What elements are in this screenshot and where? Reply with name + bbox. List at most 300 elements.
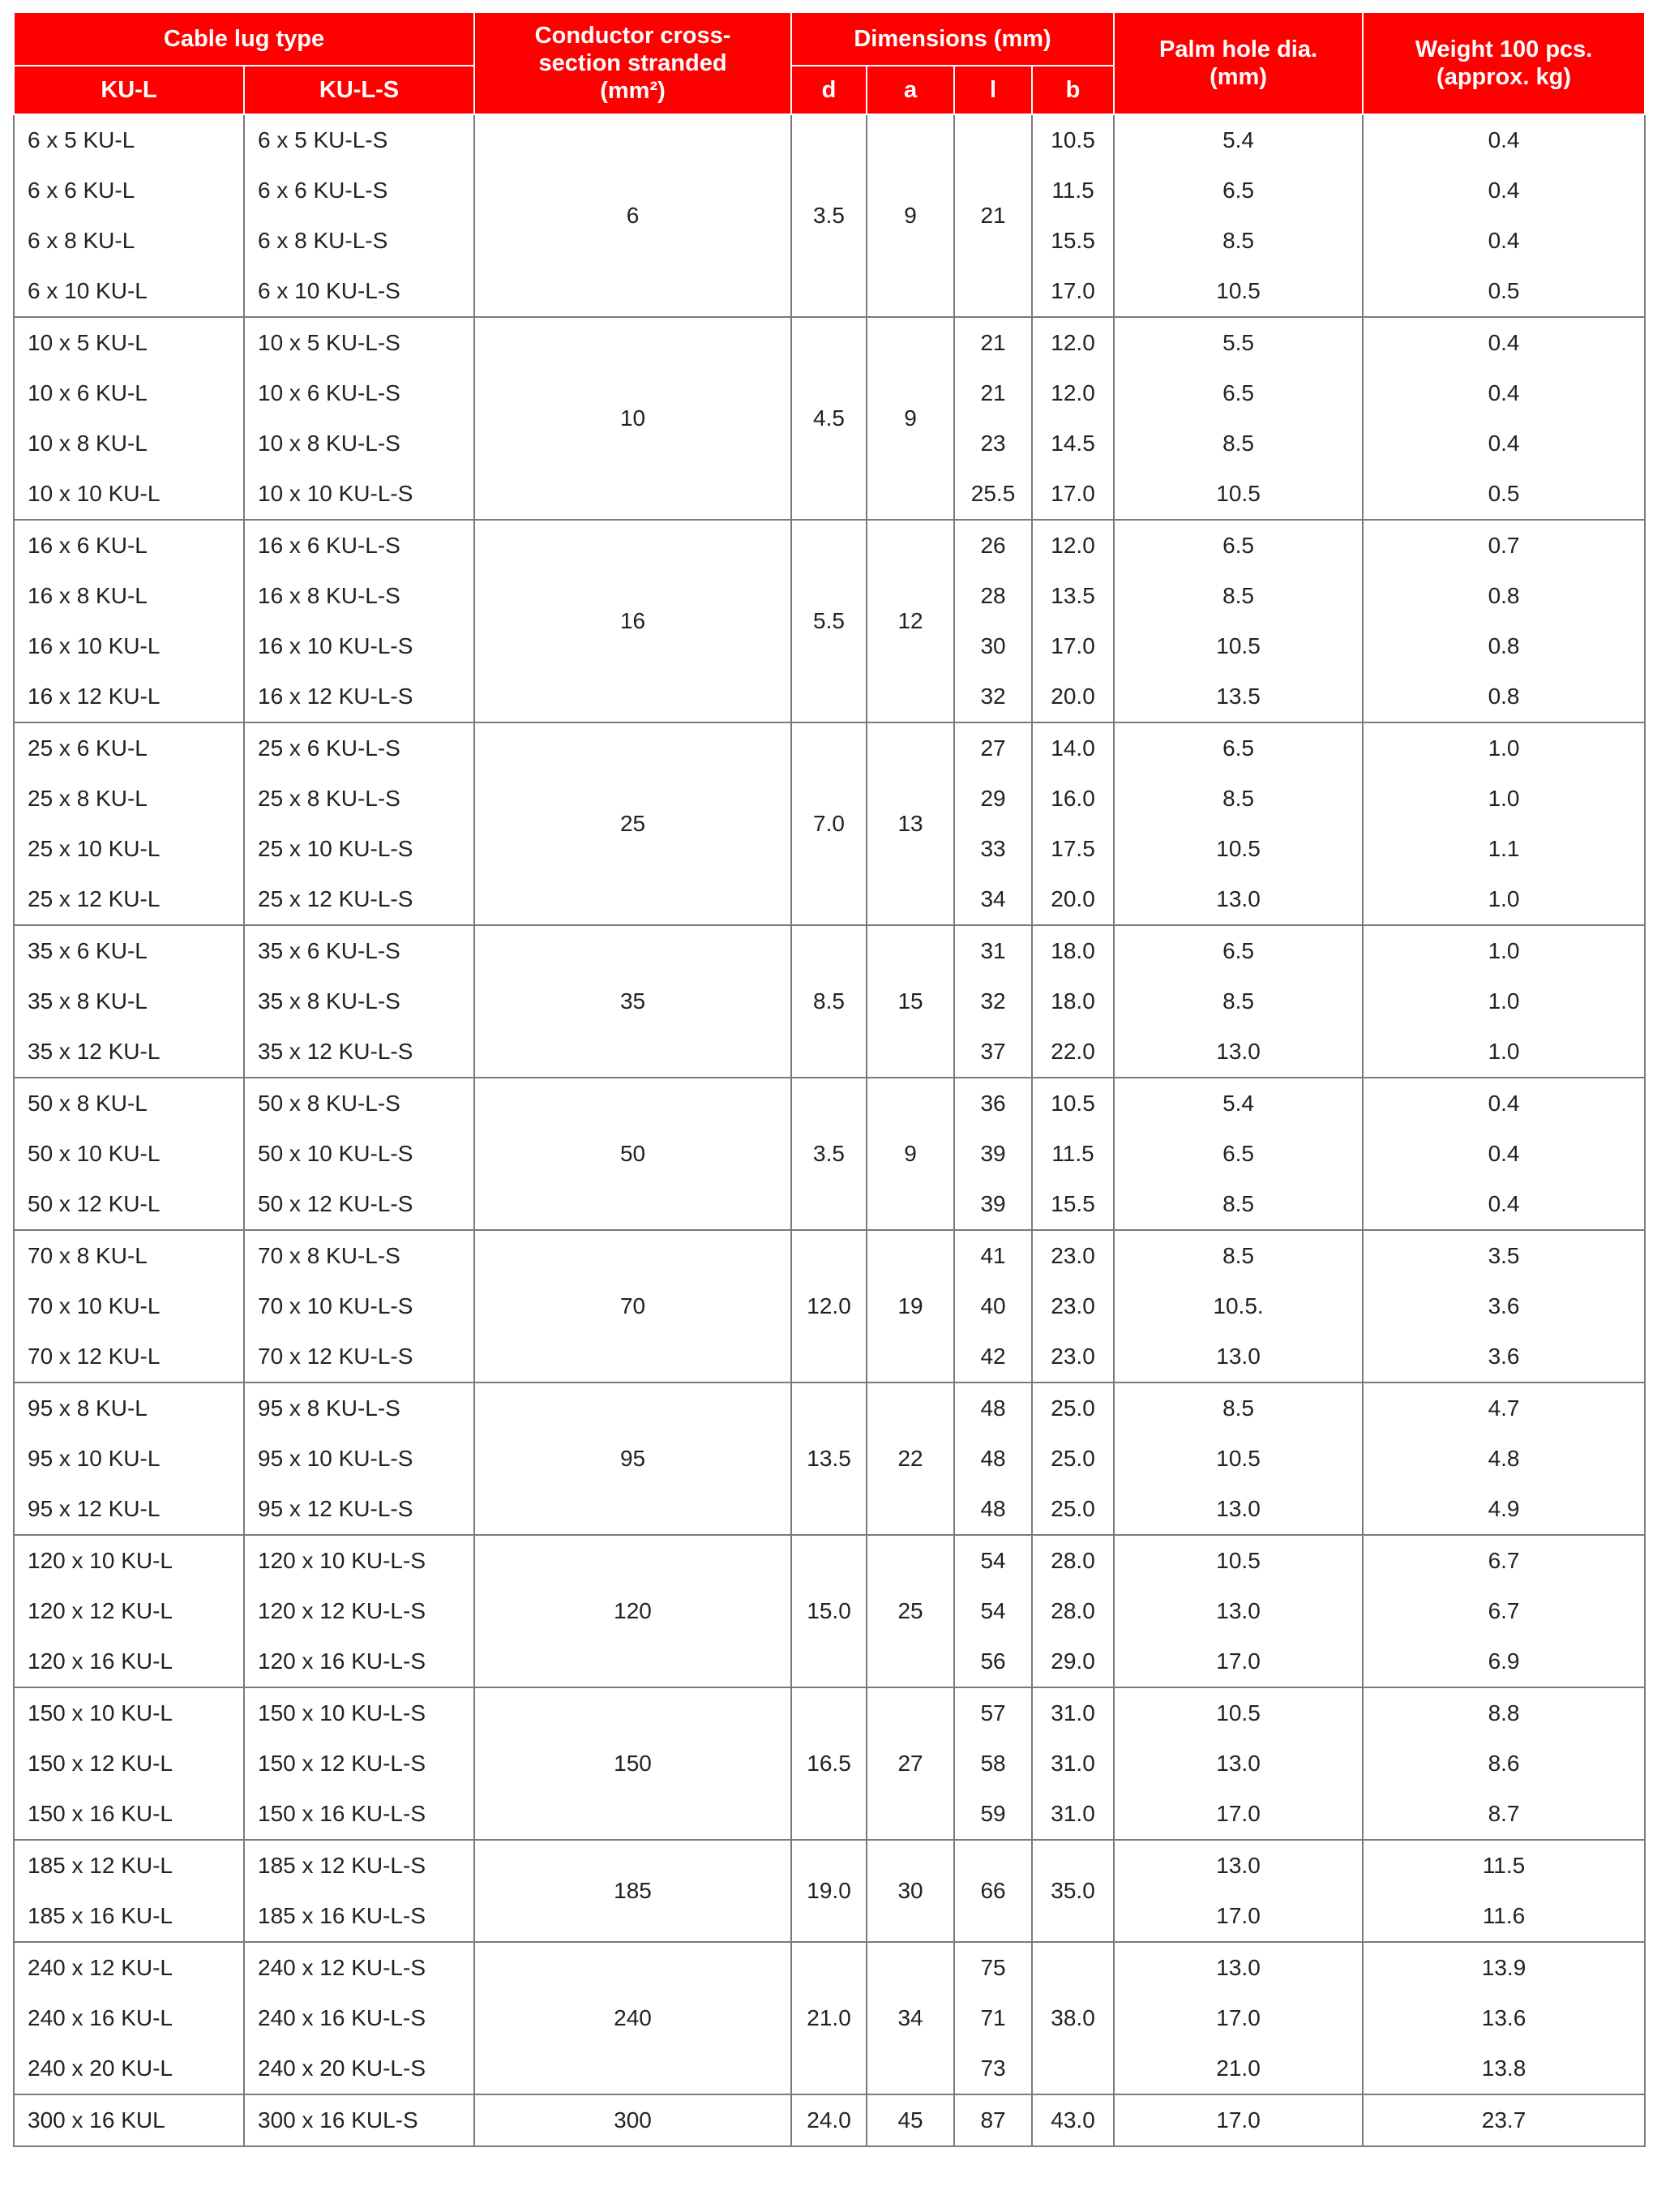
ku-l-type: 10 x 6 KU-L	[14, 368, 244, 418]
dimension-l: 33	[954, 824, 1032, 874]
dimension-b: 29.0	[1032, 1636, 1114, 1687]
dimension-l: 41	[954, 1230, 1032, 1281]
weight-100-pcs: 0.8	[1363, 621, 1645, 671]
palm-hole-dia: 13.0	[1114, 1484, 1363, 1535]
table-row	[14, 1687, 1645, 1738]
dimension-b: 14.5	[1032, 418, 1114, 469]
ku-l-type: 240 x 12 KU-L	[14, 1942, 244, 1993]
dimension-l: 40	[954, 1281, 1032, 1331]
ku-l-s-type: 16 x 12 KU-L-S	[244, 671, 474, 722]
dimension-l: 28	[954, 571, 1032, 621]
table-row	[14, 1535, 1645, 1586]
dimension-b: 25.0	[1032, 1434, 1114, 1484]
weight-100-pcs: 11.6	[1363, 1891, 1645, 1942]
ku-l-type: 120 x 16 KU-L	[14, 1636, 244, 1687]
ku-l-s-type: 150 x 10 KU-L-S	[244, 1687, 474, 1738]
weight-100-pcs: 0.4	[1363, 1179, 1645, 1230]
ku-l-s-type: 240 x 12 KU-L-S	[244, 1942, 474, 1993]
ku-l-s-type: 50 x 10 KU-L-S	[244, 1129, 474, 1179]
dimension-b: 15.5	[1032, 1179, 1114, 1230]
palm-hole-dia: 8.5	[1114, 774, 1363, 824]
dimension-l: 87	[954, 2094, 1032, 2146]
header-a: a	[867, 66, 954, 114]
dimension-b: 12.0	[1032, 368, 1114, 418]
ku-l-s-type: 16 x 6 KU-L-S	[244, 520, 474, 571]
palm-hole-dia: 10.5	[1114, 1535, 1363, 1586]
ku-l-s-type: 240 x 20 KU-L-S	[244, 2043, 474, 2094]
dimension-a: 9	[867, 1078, 954, 1230]
header-cable-lug-type: Cable lug type	[14, 12, 474, 66]
ku-l-s-type: 25 x 10 KU-L-S	[244, 824, 474, 874]
conductor-cross-section: 50	[474, 1078, 791, 1230]
dimension-b: 17.5	[1032, 824, 1114, 874]
table-row	[14, 925, 1645, 976]
dimension-d: 8.5	[791, 925, 867, 1078]
dimension-l: 59	[954, 1789, 1032, 1840]
palm-hole-dia: 10.5.	[1114, 1281, 1363, 1331]
dimension-l: 57	[954, 1687, 1032, 1738]
dimension-l: 26	[954, 520, 1032, 571]
table-row	[14, 317, 1645, 368]
weight-100-pcs: 1.0	[1363, 774, 1645, 824]
weight-100-pcs: 0.4	[1363, 114, 1645, 165]
ku-l-type: 25 x 6 KU-L	[14, 722, 244, 774]
ku-l-s-type: 10 x 8 KU-L-S	[244, 418, 474, 469]
palm-hole-dia: 13.0	[1114, 1586, 1363, 1636]
ku-l-s-type: 10 x 5 KU-L-S	[244, 317, 474, 368]
palm-hole-dia: 6.5	[1114, 925, 1363, 976]
ku-l-type: 70 x 8 KU-L	[14, 1230, 244, 1281]
weight-100-pcs: 0.7	[1363, 520, 1645, 571]
ku-l-s-type: 35 x 12 KU-L-S	[244, 1027, 474, 1078]
header-ku-l-s: KU-L-S	[244, 66, 474, 114]
ku-l-type: 120 x 10 KU-L	[14, 1535, 244, 1586]
weight-100-pcs: 3.6	[1363, 1281, 1645, 1331]
dimension-b: 10.5	[1032, 114, 1114, 165]
dimension-b: 18.0	[1032, 976, 1114, 1027]
dimension-l: 54	[954, 1535, 1032, 1586]
ku-l-type: 25 x 10 KU-L	[14, 824, 244, 874]
dimension-l: 32	[954, 976, 1032, 1027]
palm-hole-dia: 8.5	[1114, 1382, 1363, 1434]
ku-l-s-type: 50 x 8 KU-L-S	[244, 1078, 474, 1129]
ku-l-type: 300 x 16 KUL	[14, 2094, 244, 2146]
dimension-b: 23.0	[1032, 1331, 1114, 1382]
header-b: b	[1032, 66, 1114, 114]
ku-l-type: 240 x 16 KU-L	[14, 1993, 244, 2043]
ku-l-type: 6 x 10 KU-L	[14, 266, 244, 317]
ku-l-s-type: 150 x 16 KU-L-S	[244, 1789, 474, 1840]
dimension-l: 21	[954, 368, 1032, 418]
dimension-b: 23.0	[1032, 1281, 1114, 1331]
dimension-l: 66	[954, 1840, 1032, 1942]
ku-l-s-type: 6 x 5 KU-L-S	[244, 114, 474, 165]
ku-l-s-type: 70 x 12 KU-L-S	[244, 1331, 474, 1382]
table-row	[14, 1230, 1645, 1281]
weight-100-pcs: 0.4	[1363, 165, 1645, 216]
palm-hole-dia: 10.5	[1114, 469, 1363, 520]
conductor-cross-section: 240	[474, 1942, 791, 2094]
table-row	[14, 520, 1645, 571]
dimension-d: 5.5	[791, 520, 867, 722]
palm-hole-dia: 8.5	[1114, 571, 1363, 621]
conductor-cross-section: 6	[474, 114, 791, 317]
dimension-a: 19	[867, 1230, 954, 1382]
ku-l-s-type: 35 x 6 KU-L-S	[244, 925, 474, 976]
dimension-b: 20.0	[1032, 671, 1114, 722]
table-row	[14, 722, 1645, 774]
weight-100-pcs: 4.9	[1363, 1484, 1645, 1535]
dimension-b: 12.0	[1032, 520, 1114, 571]
dimension-b: 13.5	[1032, 571, 1114, 621]
dimension-b: 25.0	[1032, 1484, 1114, 1535]
header-weight-text: Weight 100 pcs. (approx. kg)	[1415, 36, 1593, 90]
ku-l-type: 35 x 6 KU-L	[14, 925, 244, 976]
table-row	[14, 1840, 1645, 1891]
weight-100-pcs: 0.8	[1363, 571, 1645, 621]
ku-l-s-type: 10 x 6 KU-L-S	[244, 368, 474, 418]
ku-l-type: 150 x 12 KU-L	[14, 1738, 244, 1789]
ku-l-s-type: 6 x 8 KU-L-S	[244, 216, 474, 266]
weight-100-pcs: 23.7	[1363, 2094, 1645, 2146]
ku-l-s-type: 16 x 10 KU-L-S	[244, 621, 474, 671]
ku-l-type: 16 x 12 KU-L	[14, 671, 244, 722]
weight-100-pcs: 8.6	[1363, 1738, 1645, 1789]
table-row	[14, 1078, 1645, 1129]
conductor-cross-section: 150	[474, 1687, 791, 1840]
weight-100-pcs: 0.8	[1363, 671, 1645, 722]
palm-hole-dia: 6.5	[1114, 1129, 1363, 1179]
weight-100-pcs: 0.4	[1363, 1129, 1645, 1179]
ku-l-s-type: 50 x 12 KU-L-S	[244, 1179, 474, 1230]
dimension-l: 48	[954, 1484, 1032, 1535]
ku-l-type: 240 x 20 KU-L	[14, 2043, 244, 2094]
dimension-b: 43.0	[1032, 2094, 1114, 2146]
dimension-a: 9	[867, 317, 954, 520]
ku-l-s-type: 150 x 12 KU-L-S	[244, 1738, 474, 1789]
dimension-a: 27	[867, 1687, 954, 1840]
dimension-l: 34	[954, 874, 1032, 925]
dimension-a: 13	[867, 722, 954, 925]
palm-hole-dia: 6.5	[1114, 165, 1363, 216]
palm-hole-dia: 8.5	[1114, 976, 1363, 1027]
dimension-b: 17.0	[1032, 266, 1114, 317]
weight-100-pcs: 0.4	[1363, 1078, 1645, 1129]
weight-100-pcs: 1.0	[1363, 722, 1645, 774]
dimension-b: 18.0	[1032, 925, 1114, 976]
dimension-l: 48	[954, 1382, 1032, 1434]
palm-hole-dia: 10.5	[1114, 621, 1363, 671]
weight-100-pcs: 0.4	[1363, 368, 1645, 418]
palm-hole-dia: 13.0	[1114, 1942, 1363, 1993]
header-ku-l: KU-L	[14, 66, 244, 114]
dimension-a: 9	[867, 114, 954, 317]
dimension-a: 25	[867, 1535, 954, 1687]
weight-100-pcs: 0.4	[1363, 418, 1645, 469]
weight-100-pcs: 8.7	[1363, 1789, 1645, 1840]
ku-l-type: 35 x 8 KU-L	[14, 976, 244, 1027]
ku-l-s-type: 25 x 12 KU-L-S	[244, 874, 474, 925]
dimension-l: 48	[954, 1434, 1032, 1484]
table-row	[14, 114, 1645, 165]
weight-100-pcs: 1.0	[1363, 925, 1645, 976]
palm-hole-dia: 5.4	[1114, 114, 1363, 165]
dimension-a: 45	[867, 2094, 954, 2146]
palm-hole-dia: 10.5	[1114, 1434, 1363, 1484]
palm-hole-dia: 13.0	[1114, 1331, 1363, 1382]
dimension-b: 17.0	[1032, 621, 1114, 671]
palm-hole-dia: 6.5	[1114, 722, 1363, 774]
cable-lug-table	[13, 11, 1646, 2147]
header-palm-text: Palm hole dia. (mm)	[1159, 36, 1318, 90]
header-conductor-cross-section	[474, 12, 791, 114]
palm-hole-dia: 17.0	[1114, 1993, 1363, 2043]
palm-hole-dia: 17.0	[1114, 1789, 1363, 1840]
weight-100-pcs: 0.5	[1363, 266, 1645, 317]
dimension-l: 32	[954, 671, 1032, 722]
ku-l-type: 10 x 5 KU-L	[14, 317, 244, 368]
dimension-l: 54	[954, 1586, 1032, 1636]
palm-hole-dia: 13.0	[1114, 1027, 1363, 1078]
ku-l-type: 16 x 6 KU-L	[14, 520, 244, 571]
palm-hole-dia: 8.5	[1114, 418, 1363, 469]
dimension-l: 36	[954, 1078, 1032, 1129]
dimension-d: 3.5	[791, 114, 867, 317]
header-dimensions: Dimensions (mm)	[791, 12, 1114, 66]
palm-hole-dia: 10.5	[1114, 266, 1363, 317]
ku-l-s-type: 120 x 10 KU-L-S	[244, 1535, 474, 1586]
palm-hole-dia: 5.5	[1114, 317, 1363, 368]
table-body	[14, 114, 1645, 2146]
palm-hole-dia: 13.5	[1114, 671, 1363, 722]
ku-l-type: 50 x 8 KU-L	[14, 1078, 244, 1129]
ku-l-s-type: 6 x 6 KU-L-S	[244, 165, 474, 216]
dimension-b: 10.5	[1032, 1078, 1114, 1129]
weight-100-pcs: 3.6	[1363, 1331, 1645, 1382]
ku-l-type: 6 x 6 KU-L	[14, 165, 244, 216]
palm-hole-dia: 8.5	[1114, 1179, 1363, 1230]
weight-100-pcs: 0.4	[1363, 216, 1645, 266]
ku-l-s-type: 70 x 8 KU-L-S	[244, 1230, 474, 1281]
dimension-b: 38.0	[1032, 1942, 1114, 2094]
weight-100-pcs: 0.5	[1363, 469, 1645, 520]
ku-l-type: 120 x 12 KU-L	[14, 1586, 244, 1636]
dimension-l: 39	[954, 1179, 1032, 1230]
header-weight	[1363, 12, 1645, 114]
weight-100-pcs: 8.8	[1363, 1687, 1645, 1738]
dimension-b: 31.0	[1032, 1687, 1114, 1738]
ku-l-s-type: 185 x 12 KU-L-S	[244, 1840, 474, 1891]
ku-l-type: 185 x 12 KU-L	[14, 1840, 244, 1891]
table-row	[14, 1382, 1645, 1434]
ku-l-s-type: 95 x 10 KU-L-S	[244, 1434, 474, 1484]
weight-100-pcs: 4.8	[1363, 1434, 1645, 1484]
dimension-l: 27	[954, 722, 1032, 774]
dimension-a: 34	[867, 1942, 954, 2094]
dimension-l: 29	[954, 774, 1032, 824]
ku-l-s-type: 25 x 6 KU-L-S	[244, 722, 474, 774]
conductor-cross-section: 70	[474, 1230, 791, 1382]
dimension-d: 16.5	[791, 1687, 867, 1840]
ku-l-type: 95 x 8 KU-L	[14, 1382, 244, 1434]
ku-l-type: 95 x 10 KU-L	[14, 1434, 244, 1484]
dimension-b: 20.0	[1032, 874, 1114, 925]
conductor-cross-section: 35	[474, 925, 791, 1078]
palm-hole-dia: 13.0	[1114, 1840, 1363, 1891]
dimension-l: 58	[954, 1738, 1032, 1789]
dimension-l: 21	[954, 114, 1032, 317]
dimension-b: 12.0	[1032, 317, 1114, 368]
ku-l-type: 70 x 10 KU-L	[14, 1281, 244, 1331]
dimension-d: 19.0	[791, 1840, 867, 1942]
ku-l-type: 50 x 12 KU-L	[14, 1179, 244, 1230]
table-row	[14, 1942, 1645, 1993]
dimension-b: 23.0	[1032, 1230, 1114, 1281]
weight-100-pcs: 3.5	[1363, 1230, 1645, 1281]
weight-100-pcs: 1.0	[1363, 976, 1645, 1027]
dimension-b: 28.0	[1032, 1535, 1114, 1586]
weight-100-pcs: 13.6	[1363, 1993, 1645, 2043]
conductor-cross-section: 120	[474, 1535, 791, 1687]
dimension-b: 17.0	[1032, 469, 1114, 520]
dimension-l: 73	[954, 2043, 1032, 2094]
dimension-a: 15	[867, 925, 954, 1078]
dimension-b: 16.0	[1032, 774, 1114, 824]
dimension-l: 37	[954, 1027, 1032, 1078]
dimension-d: 13.5	[791, 1382, 867, 1535]
weight-100-pcs: 13.8	[1363, 2043, 1645, 2094]
header-conductor-text: Conductor cross-section stranded (mm²)	[534, 23, 731, 104]
dimension-b: 31.0	[1032, 1738, 1114, 1789]
ku-l-type: 50 x 10 KU-L	[14, 1129, 244, 1179]
ku-l-type: 16 x 8 KU-L	[14, 571, 244, 621]
ku-l-type: 10 x 10 KU-L	[14, 469, 244, 520]
palm-hole-dia: 8.5	[1114, 1230, 1363, 1281]
dimension-l: 31	[954, 925, 1032, 976]
weight-100-pcs: 1.0	[1363, 874, 1645, 925]
ku-l-s-type: 70 x 10 KU-L-S	[244, 1281, 474, 1331]
dimension-b: 14.0	[1032, 722, 1114, 774]
palm-hole-dia: 6.5	[1114, 368, 1363, 418]
dimension-d: 3.5	[791, 1078, 867, 1230]
dimension-l: 71	[954, 1993, 1032, 2043]
palm-hole-dia: 10.5	[1114, 824, 1363, 874]
dimension-b: 22.0	[1032, 1027, 1114, 1078]
palm-hole-dia: 21.0	[1114, 2043, 1363, 2094]
ku-l-s-type: 16 x 8 KU-L-S	[244, 571, 474, 621]
dimension-l: 23	[954, 418, 1032, 469]
ku-l-s-type: 95 x 8 KU-L-S	[244, 1382, 474, 1434]
dimension-a: 30	[867, 1840, 954, 1942]
ku-l-type: 35 x 12 KU-L	[14, 1027, 244, 1078]
ku-l-type: 150 x 10 KU-L	[14, 1687, 244, 1738]
dimension-b: 15.5	[1032, 216, 1114, 266]
dimension-l: 30	[954, 621, 1032, 671]
ku-l-type: 10 x 8 KU-L	[14, 418, 244, 469]
conductor-cross-section: 300	[474, 2094, 791, 2146]
ku-l-type: 185 x 16 KU-L	[14, 1891, 244, 1942]
ku-l-s-type: 120 x 16 KU-L-S	[244, 1636, 474, 1687]
dimension-d: 4.5	[791, 317, 867, 520]
dimension-a: 22	[867, 1382, 954, 1535]
dimension-l: 39	[954, 1129, 1032, 1179]
palm-hole-dia: 6.5	[1114, 520, 1363, 571]
ku-l-s-type: 95 x 12 KU-L-S	[244, 1484, 474, 1535]
weight-100-pcs: 1.1	[1363, 824, 1645, 874]
dimension-b: 35.0	[1032, 1840, 1114, 1942]
dimension-d: 24.0	[791, 2094, 867, 2146]
ku-l-type: 70 x 12 KU-L	[14, 1331, 244, 1382]
ku-l-type: 25 x 12 KU-L	[14, 874, 244, 925]
dimension-b: 11.5	[1032, 1129, 1114, 1179]
dimension-d: 21.0	[791, 1942, 867, 2094]
dimension-d: 7.0	[791, 722, 867, 925]
dimension-l: 56	[954, 1636, 1032, 1687]
conductor-cross-section: 16	[474, 520, 791, 722]
dimension-a: 12	[867, 520, 954, 722]
weight-100-pcs: 13.9	[1363, 1942, 1645, 1993]
ku-l-type: 95 x 12 KU-L	[14, 1484, 244, 1535]
palm-hole-dia: 10.5	[1114, 1687, 1363, 1738]
conductor-cross-section: 185	[474, 1840, 791, 1942]
weight-100-pcs: 1.0	[1363, 1027, 1645, 1078]
dimension-b: 11.5	[1032, 165, 1114, 216]
weight-100-pcs: 11.5	[1363, 1840, 1645, 1891]
palm-hole-dia: 13.0	[1114, 1738, 1363, 1789]
header-palm-hole	[1114, 12, 1363, 114]
palm-hole-dia: 17.0	[1114, 1891, 1363, 1942]
ku-l-type: 6 x 8 KU-L	[14, 216, 244, 266]
ku-l-s-type: 120 x 12 KU-L-S	[244, 1586, 474, 1636]
dimension-l: 75	[954, 1942, 1032, 1993]
palm-hole-dia: 13.0	[1114, 874, 1363, 925]
conductor-cross-section: 10	[474, 317, 791, 520]
header-d: d	[791, 66, 867, 114]
ku-l-type: 6 x 5 KU-L	[14, 114, 244, 165]
ku-l-type: 16 x 10 KU-L	[14, 621, 244, 671]
ku-l-s-type: 35 x 8 KU-L-S	[244, 976, 474, 1027]
dimension-d: 12.0	[791, 1230, 867, 1382]
dimension-l: 42	[954, 1331, 1032, 1382]
weight-100-pcs: 0.4	[1363, 317, 1645, 368]
weight-100-pcs: 6.7	[1363, 1586, 1645, 1636]
palm-hole-dia: 17.0	[1114, 2094, 1363, 2146]
dimension-b: 28.0	[1032, 1586, 1114, 1636]
dimension-b: 31.0	[1032, 1789, 1114, 1840]
ku-l-type: 150 x 16 KU-L	[14, 1789, 244, 1840]
palm-hole-dia: 8.5	[1114, 216, 1363, 266]
ku-l-s-type: 300 x 16 KUL-S	[244, 2094, 474, 2146]
palm-hole-dia: 5.4	[1114, 1078, 1363, 1129]
header-l: l	[954, 66, 1032, 114]
ku-l-s-type: 185 x 16 KU-L-S	[244, 1891, 474, 1942]
palm-hole-dia: 17.0	[1114, 1636, 1363, 1687]
table-header	[14, 12, 1645, 114]
dimension-l: 25.5	[954, 469, 1032, 520]
dimension-l: 21	[954, 317, 1032, 368]
ku-l-s-type: 10 x 10 KU-L-S	[244, 469, 474, 520]
dimension-d: 15.0	[791, 1535, 867, 1687]
ku-l-type: 25 x 8 KU-L	[14, 774, 244, 824]
conductor-cross-section: 25	[474, 722, 791, 925]
ku-l-s-type: 240 x 16 KU-L-S	[244, 1993, 474, 2043]
conductor-cross-section: 95	[474, 1382, 791, 1535]
ku-l-s-type: 6 x 10 KU-L-S	[244, 266, 474, 317]
weight-100-pcs: 6.9	[1363, 1636, 1645, 1687]
table-row	[14, 2094, 1645, 2146]
weight-100-pcs: 6.7	[1363, 1535, 1645, 1586]
ku-l-s-type: 25 x 8 KU-L-S	[244, 774, 474, 824]
